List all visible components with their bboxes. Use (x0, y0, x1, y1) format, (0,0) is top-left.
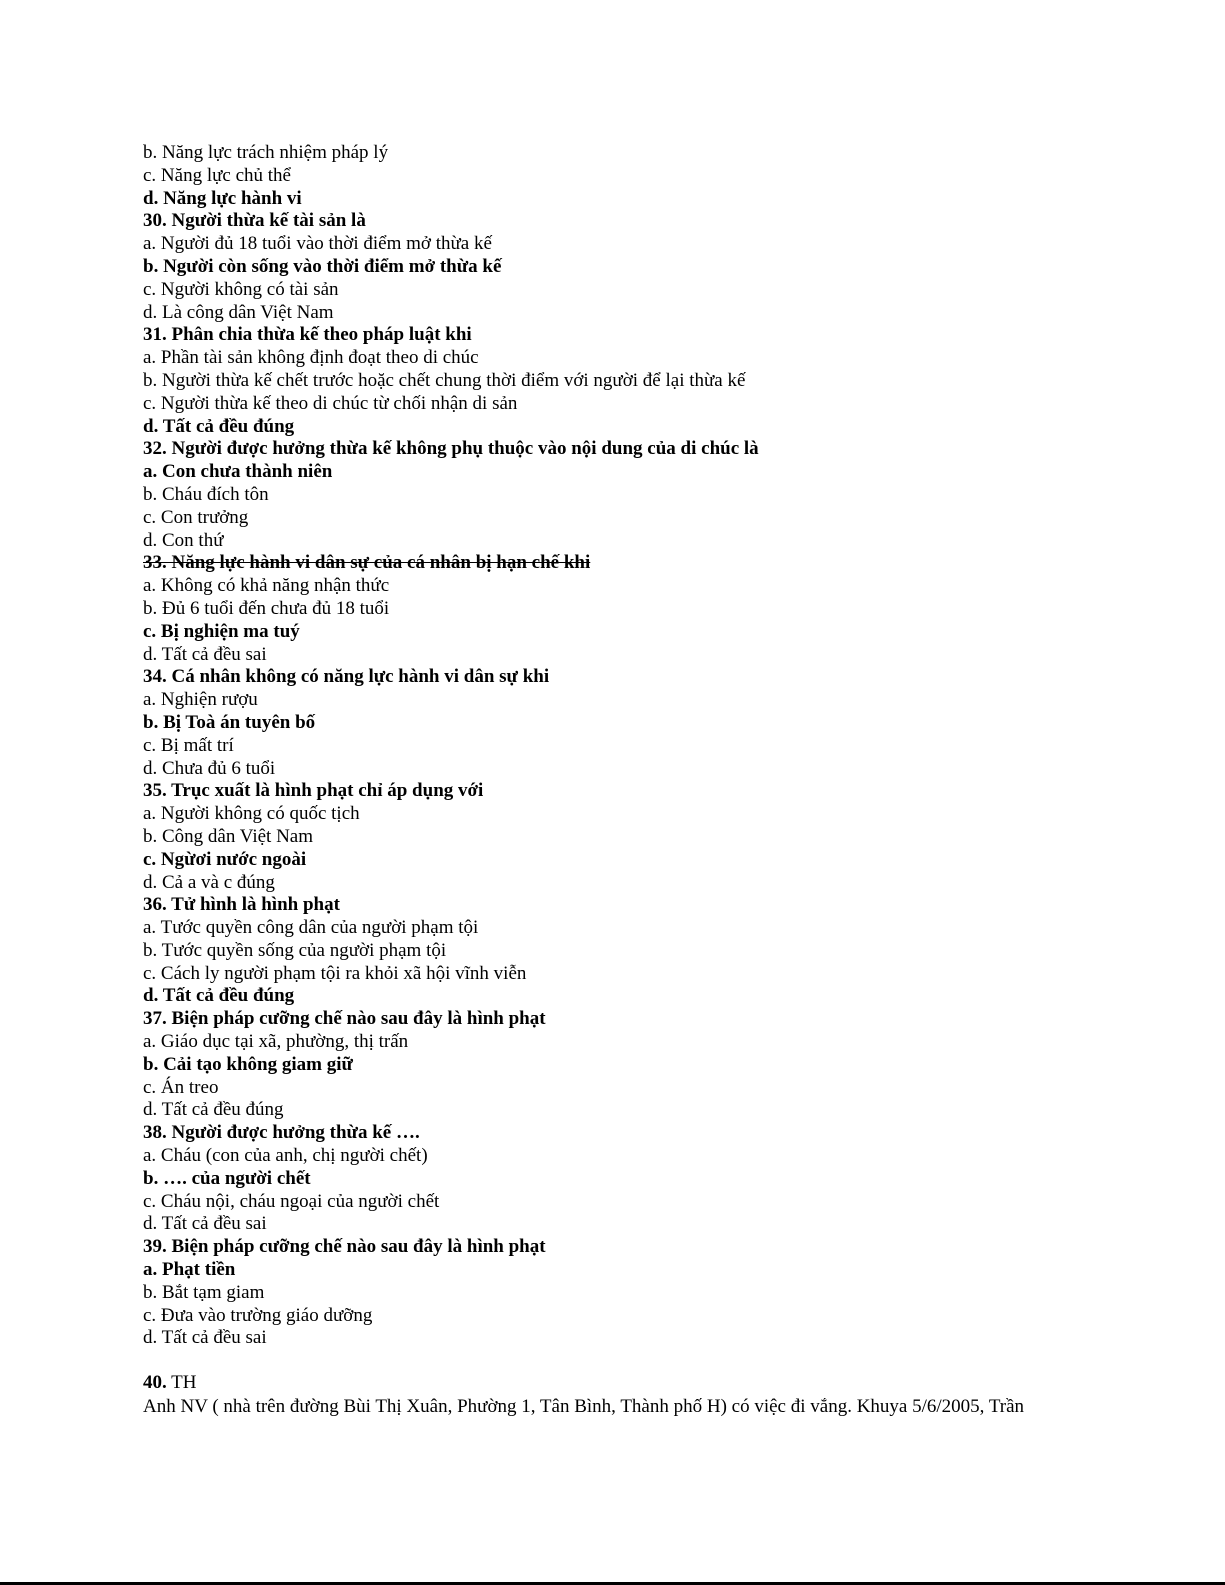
answer-option: d. Năng lực hành vi (143, 187, 302, 209)
question-40-number: 40. (143, 1372, 167, 1394)
answer-option: b. Năng lực trách nhiệm pháp lý (143, 142, 389, 163)
question-heading: 39. Biện pháp cưỡng chế nào sau đây là hình phạt (143, 1236, 546, 1258)
answer-option: b. Người còn sống vào thời điểm mở thừa kế (143, 255, 502, 277)
answer-option: b. Cải tạo không giam giữ (143, 1053, 353, 1075)
answer-option: d. Tất cả đều sai (143, 643, 267, 665)
answer-option: a. Cháu (con của anh, chị người chết) (143, 1145, 428, 1167)
answer-option: d. Con thứ (143, 529, 224, 551)
answer-option: a. Con chưa thành niên (143, 461, 333, 483)
answer-option: a. Người đủ 18 tuổi vào thời điểm mở thừa kế (143, 233, 492, 255)
question-list (143, 142, 1143, 1350)
question-40-title: TH (171, 1372, 197, 1394)
answer-option: d. Tất cả đều sai (143, 1213, 267, 1235)
answer-option: c. Năng lực chủ thể (143, 164, 291, 186)
answer-option: a. Nghiện rượu (143, 689, 258, 711)
answer-option: d. Là công dân Việt Nam (143, 301, 334, 323)
answer-option: a. Tước quyền công dân của người phạm tội (143, 917, 479, 939)
answer-option: d. Chưa đủ 6 tuổi (143, 757, 276, 779)
question-heading: 31. Phân chia thừa kế theo pháp luật khi (143, 324, 472, 346)
question-heading: 32. Người được hưởng thừa kế không phụ thuộc vào nội dung của di chúc là (143, 438, 759, 460)
answer-option: a. Người không có quốc tịch (143, 803, 360, 825)
answer-option: c. Ngừơi nước ngoài (143, 848, 307, 870)
answer-option: d. Tất cả đều đúng (143, 415, 295, 437)
question-heading: 37. Biện pháp cưỡng chế nào sau đây là hình phạt (143, 1008, 546, 1030)
question-heading: 38. Người được hưởng thừa kế …. (143, 1122, 420, 1144)
answer-option: b. …. của người chết (143, 1167, 311, 1189)
answer-option: c. Án treo (143, 1076, 219, 1098)
answer-option: c. Cháu nội, cháu ngoại của người chết (143, 1190, 440, 1212)
answer-option: c. Người không có tài sản (143, 278, 339, 300)
answer-option: d. Cả a và c đúng (143, 871, 275, 893)
answer-option: c. Bị mất trí (143, 734, 234, 756)
question-40-heading (143, 1372, 1143, 1395)
answer-option: c. Cách ly người phạm tội ra khỏi xã hội vĩnh viễn (143, 962, 527, 984)
answer-option: b. Bị Toà án tuyên bố (143, 711, 316, 733)
question-heading: 36. Tử hình là hình phạt (143, 894, 340, 916)
question-heading: 33. Năng lực hành vi dân sự của cá nhân bị hạn chế khi (143, 552, 591, 574)
answer-option: b. Công dân Việt Nam (143, 825, 314, 847)
answer-option: d. Tất cả đều sai (143, 1327, 267, 1349)
question-heading: 35. Trục xuất là hình phạt chỉ áp dụng với (143, 780, 484, 802)
document-content (143, 142, 1143, 1419)
question-40-body: Anh NV ( nhà trên đường Bùi Thị Xuân, Phường 1, Tân Bình, Thành phố H) có việc đi vắng. Khuya 5/6/2005, Trần (143, 1396, 1025, 1418)
answer-option: d. Tất cả đều đúng (143, 985, 295, 1007)
answer-option: b. Cháu đích tôn (143, 483, 269, 505)
answer-option: a. Không có khả năng nhận thức (143, 575, 390, 597)
answer-option: a. Phần tài sản không định đoạt theo di chúc (143, 347, 479, 369)
answer-option: a. Giáo dục tại xã, phường, thị trấn (143, 1031, 409, 1053)
question-heading: 30. Người thừa kế tài sản là (143, 210, 366, 232)
answer-option: b. Người thừa kế chết trước hoặc chết chung thời điểm với người để lại thừa kế (143, 369, 746, 391)
answer-option: d. Tất cả đều đúng (143, 1099, 284, 1121)
answer-option: b. Tước quyền sống của người phạm tội (143, 939, 447, 961)
answer-option: c. Con trưởng (143, 506, 249, 528)
question-heading: 34. Cá nhân không có năng lực hành vi dân sự khi (143, 666, 550, 688)
answer-option: c. Đưa vào trường giáo dưỡng (143, 1304, 373, 1326)
answer-option: c. Bị nghiện ma tuý (143, 620, 300, 642)
answer-option: a. Phạt tiền (143, 1259, 236, 1281)
answer-option: b. Bắt tạm giam (143, 1281, 265, 1303)
answer-option: c. Người thừa kế theo di chúc từ chối nhận di sản (143, 392, 518, 414)
answer-option: b. Đủ 6 tuổi đến chưa đủ 18 tuổi (143, 597, 390, 619)
section-gap (143, 1350, 1143, 1372)
